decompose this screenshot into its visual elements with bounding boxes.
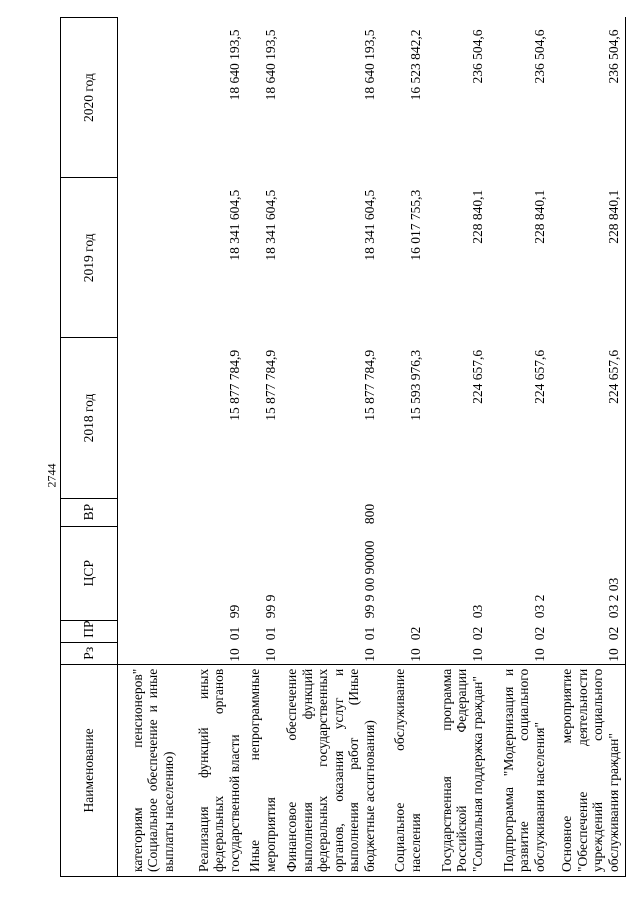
row-2018: 15 593 976,3 xyxy=(407,349,423,421)
header-2018: 2018 год xyxy=(61,338,118,498)
row-2018: 224 657,6 xyxy=(469,349,485,404)
table-row xyxy=(427,18,489,877)
row-rz: 10 xyxy=(262,648,278,662)
row-rz: 10 xyxy=(361,648,377,662)
table-row xyxy=(246,18,282,877)
row-csr xyxy=(118,526,181,620)
row-2019: 228 840,1 xyxy=(531,189,547,244)
row-rz: 10 xyxy=(469,648,485,662)
row-2019: 228 840,1 xyxy=(469,189,485,244)
header-2020: 2020 год xyxy=(61,18,118,178)
row-rz xyxy=(118,642,181,664)
header-csr: ЦСР xyxy=(61,526,118,620)
row-2019: 16 017 755,3 xyxy=(407,189,423,261)
row-csr: 03 2 xyxy=(531,594,547,619)
row-2018: 224 657,6 xyxy=(551,338,626,498)
row-name: Иные непрограммные мероприятия xyxy=(246,664,282,876)
row-2019: 228 840,1 xyxy=(551,178,626,338)
row-2020: 236 504,6 xyxy=(469,29,485,84)
row-2018: 15 877 784,9 xyxy=(262,349,278,421)
row-pr xyxy=(118,620,181,642)
row-csr xyxy=(381,526,427,620)
row-name: Подпрограмма "Модернизация и развитие социального обслуживания населения" xyxy=(489,664,551,876)
row-name: Государственная программа Российской Федерации "Социальная поддержка граждан" xyxy=(427,664,489,876)
table-row xyxy=(282,18,381,877)
row-2018 xyxy=(118,338,181,498)
header-name: Наименование xyxy=(61,664,118,876)
page-number: 2744 xyxy=(44,463,59,488)
row-name: Финансовое обеспечение выполнения функций федеральных государственных органов, оказания услуг и выполнения работ (Иные бюджетные ассигнования) xyxy=(282,664,381,876)
row-2020: 18 640 193,5 xyxy=(226,29,242,101)
row-rz: 10 xyxy=(551,642,626,664)
row-pr: 02 xyxy=(531,626,547,641)
row-rz: 10 xyxy=(226,648,242,662)
row-csr: 03 2 03 xyxy=(551,526,626,620)
row-2020: 18 640 193,5 xyxy=(262,29,278,101)
row-2018: 15 877 784,9 xyxy=(226,349,242,421)
row-2019 xyxy=(118,178,181,338)
row-vr xyxy=(427,498,489,526)
header-pr: ПР xyxy=(61,620,118,642)
row-vr xyxy=(489,498,551,526)
row-2020: 236 504,6 xyxy=(551,18,626,178)
row-name: Основное мероприятие "Обеспечение деятельности учреждений социального обслуживания граждан" xyxy=(551,664,626,876)
budget-table-container xyxy=(60,17,621,877)
row-csr: 99 9 00 90000 xyxy=(361,540,377,619)
row-vr xyxy=(551,498,626,526)
row-2018: 224 657,6 xyxy=(531,349,547,404)
table-row xyxy=(381,18,427,877)
row-2019: 18 341 604,5 xyxy=(262,189,278,261)
row-rz: 10 xyxy=(531,648,547,662)
row-pr: 01 xyxy=(262,626,278,641)
row-pr: 02 xyxy=(469,626,485,641)
budget-table xyxy=(60,17,626,877)
row-rz: 10 xyxy=(407,648,423,662)
row-2020: 236 504,6 xyxy=(531,29,547,84)
row-vr xyxy=(180,498,246,526)
row-2020: 18 640 193,5 xyxy=(361,29,377,101)
table-row xyxy=(551,18,626,877)
table-header-row xyxy=(61,18,118,877)
row-name: Реализация функций иных федеральных органов государственной власти xyxy=(180,664,246,876)
row-2019: 18 341 604,5 xyxy=(226,189,242,261)
table-row xyxy=(118,18,181,877)
header-vr: ВР xyxy=(61,498,118,526)
row-2020: 16 523 842,2 xyxy=(407,29,423,101)
row-vr xyxy=(246,498,282,526)
row-name: категориям пенсионеров" (Социальное обеспечение и иные выплаты населению) xyxy=(118,664,181,876)
row-vr xyxy=(118,498,181,526)
table-row xyxy=(489,18,551,877)
table-row xyxy=(180,18,246,877)
row-2018: 15 877 784,9 xyxy=(361,349,377,421)
row-2019: 18 341 604,5 xyxy=(361,189,377,261)
row-csr: 99 9 xyxy=(262,594,278,619)
row-2020 xyxy=(118,18,181,178)
header-2019: 2019 год xyxy=(61,178,118,338)
row-pr: 01 xyxy=(226,626,242,641)
row-vr xyxy=(381,498,427,526)
row-csr: 03 xyxy=(469,604,485,619)
row-vr: 800 xyxy=(361,503,377,525)
row-name: Социальное обслуживание населения xyxy=(381,664,427,876)
row-pr: 02 xyxy=(551,620,626,642)
row-pr: 02 xyxy=(407,626,423,641)
row-csr: 99 xyxy=(226,604,242,619)
row-pr: 01 xyxy=(361,626,377,641)
header-rz: Рз xyxy=(61,642,118,664)
